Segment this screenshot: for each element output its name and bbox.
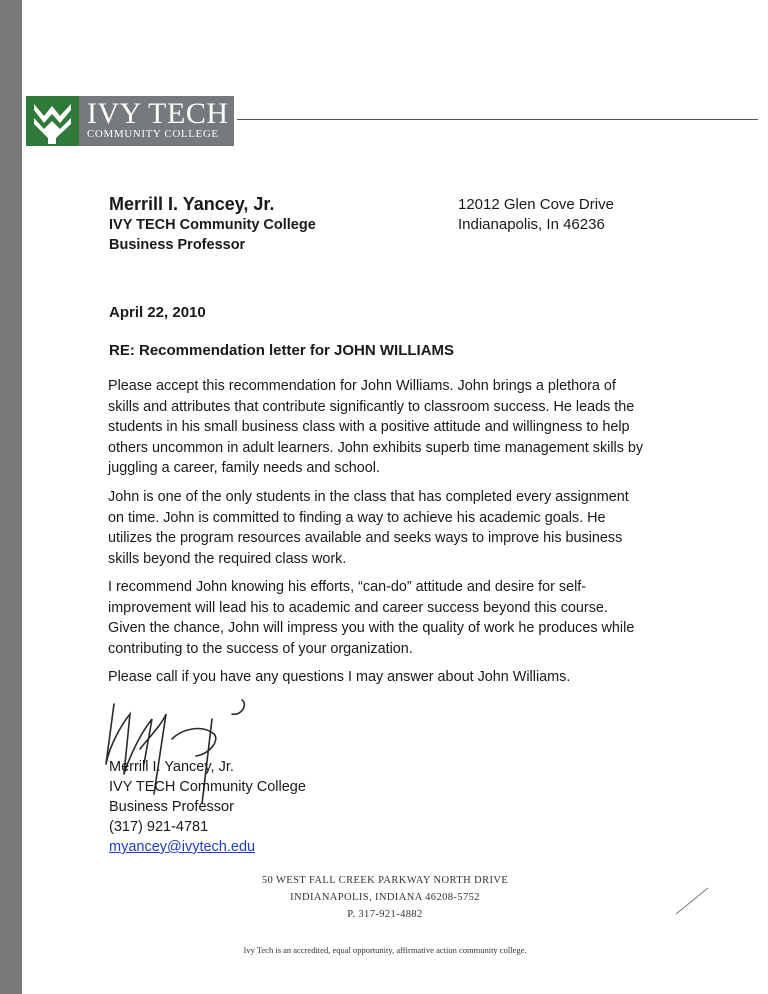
sender-address <box>458 195 614 235</box>
address-line-2: Indianapolis, In 46236 <box>458 216 605 233</box>
footer-address <box>230 872 540 923</box>
footer-address-line-2: INDIANAPOLIS, INDIANA 46208-5752 <box>290 892 480 903</box>
signer-institution: IVY TECH Community College <box>109 779 306 795</box>
body-paragraph-2: John is one of the only students in the class that has completed every assignment on time. John is committed to finding a way to achieve his academic goals. He utilizes the program resources available and seeks ways to improve his business skills beyond the required class work. <box>108 489 629 567</box>
footer-accreditation-note: Ivy Tech is an accredited, equal opportunity, affirmative action community college. <box>243 945 527 955</box>
sender-name: Merrill I. Yancey, Jr. <box>109 194 275 214</box>
sender-block <box>109 193 316 255</box>
sender-institution: IVY TECH Community College <box>109 217 316 233</box>
body-paragraph-4: Please call if you have any questions I may answer about John Williams. <box>108 669 571 685</box>
ivy-tech-logo <box>26 96 234 146</box>
logo-wordmark <box>79 96 234 146</box>
ivy-leaf-icon <box>26 96 79 146</box>
footer-address-line-1: 50 WEST FALL CREEK PARKWAY NORTH DRIVE <box>261 875 509 886</box>
signer-name: Merrill I. Yancey, Jr. <box>109 759 234 775</box>
body-paragraph-1: Please accept this recommendation for John Williams. John brings a plethora of skills and attributes that contribute significantly to classroom success. He leads the students in his small business class with a positive attitude and willingness to help others uncommon in adult learners. John exhibits superb time management skills by juggling a career, family needs and school. <box>108 378 644 476</box>
sender-title: Business Professor <box>109 237 246 253</box>
signature-block <box>109 757 306 857</box>
page-edge-bar <box>0 0 22 994</box>
letter-subject: RE: Recommendation letter for JOHN WILLIAMS <box>109 342 455 359</box>
signer-phone: (317) 921-4781 <box>109 819 209 835</box>
address-line-1: 12012 Glen Cove Drive <box>458 196 614 213</box>
letter-date: April 22, 2010 <box>109 304 206 321</box>
logo-name: IVY TECH <box>87 97 229 130</box>
signer-title: Business Professor <box>109 799 234 815</box>
body-paragraph-3: I recommend John knowing his efforts, “can-do” attitude and desire for self-improvement will lead his to academic and career success beyond this course. Given the chance, John will impress you with the quality of work he produces while contributing to the success of your organization. <box>108 579 635 657</box>
logo-subtitle: COMMUNITY COLLEGE <box>87 128 219 140</box>
signer-email-link[interactable]: myancey@ivytech.edu <box>109 839 256 855</box>
pen-mark <box>672 886 712 916</box>
footer-phone: P. 317-921-4882 <box>347 909 423 920</box>
header-divider <box>237 119 758 120</box>
